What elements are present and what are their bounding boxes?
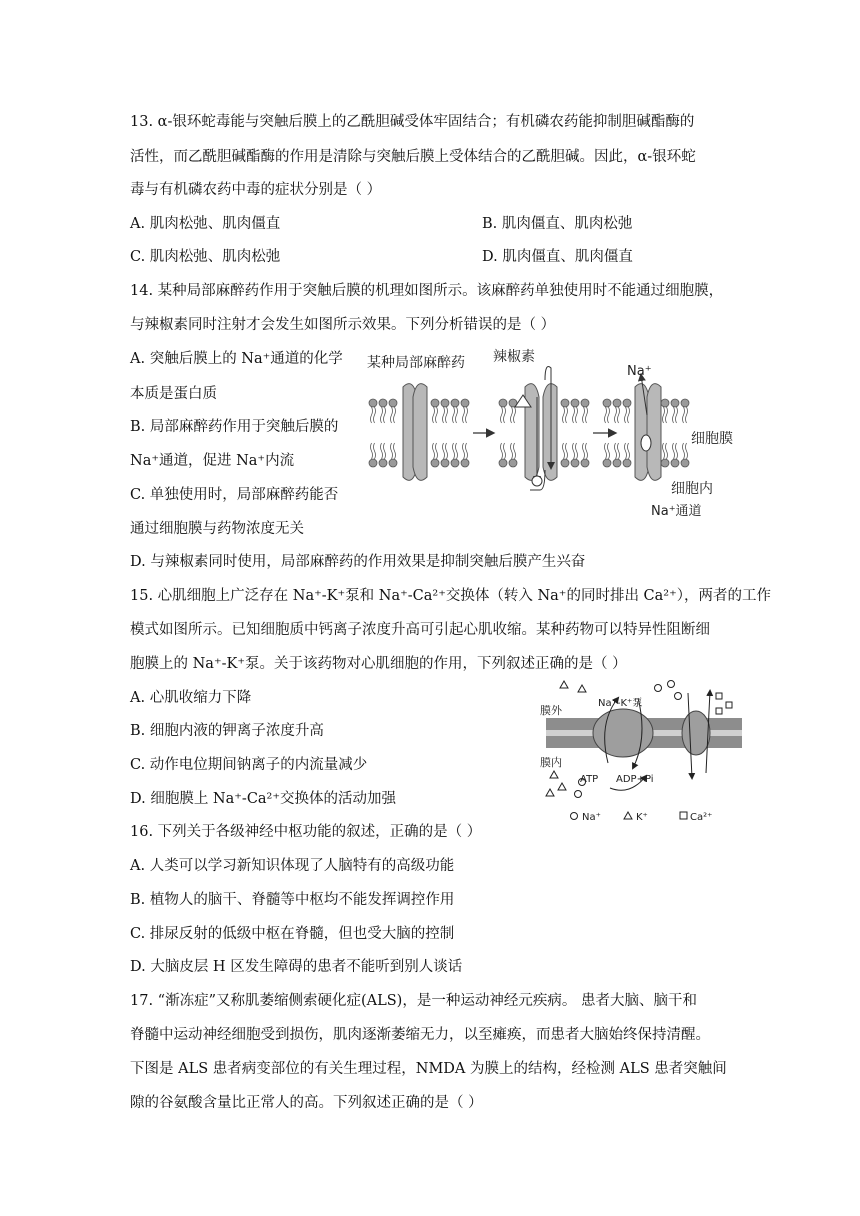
q17-line-1: 17. “渐冻症”又称肌萎缩侧索硬化症(ALS)，是一种运动神经元疾病。 患者大脑、脑干和 [130, 993, 697, 1009]
q14-option-a-line-1: A. 突触后膜上的 Na⁺通道的化学 [130, 351, 343, 367]
q14-option-c-line-2: 通过细胞膜与药物浓度无关 [130, 521, 304, 537]
q13-option-d: D. 肌肉僵直、肌肉僵直 [482, 249, 633, 265]
label-outside: 膜外 [540, 704, 562, 717]
q16-option-c: C. 排尿反射的低级中枢在脊髓，但也受大脑的控制 [130, 926, 455, 942]
membrane-panel-1 [369, 384, 469, 481]
q17-line-4: 隙的谷氨酸含量比正常人的高。下列叙述正确的是（ ） [130, 1095, 483, 1111]
q16-option-a: A. 人类可以学习新知识体现了人脑特有的高级功能 [130, 858, 455, 874]
q14-option-b-line-2: Na⁺通道，促进 Na⁺内流 [130, 453, 295, 469]
label-cell-membrane: 细胞膜 [691, 431, 733, 447]
q13-line-3: 毒与有机磷农药中毒的症状分别是（ ） [130, 182, 382, 198]
q15-option-b: B. 细胞内液的钾离子浓度升高 [130, 723, 324, 739]
legend-k-symbol [624, 812, 632, 819]
q16-option-d: D. 大脑皮层 H 区发生障碍的患者不能听到别人谈话 [130, 959, 463, 975]
na-ca-exchanger [682, 711, 710, 755]
q16-line-1: 16. 下列关于各级神经中枢功能的叙述，正确的是（ ） [130, 824, 482, 840]
membrane-panel-3 [603, 375, 689, 480]
label-na-k-pump: Na⁺-K⁺泵 [598, 698, 643, 709]
legend-k-label: K⁺ [636, 812, 648, 823]
q14-option-b-line-1: B. 局部麻醉药作用于突触后膜的 [130, 419, 339, 435]
label-adp-pi: ADP+Pi [616, 774, 654, 785]
q13-option-a: A. 肌肉松弛、肌肉僵直 [130, 216, 281, 232]
label-na-ion: Na⁺ [627, 364, 652, 379]
q17-line-2: 脊髓中运动神经细胞受到损伤，肌肉逐渐萎缩无力，以至瘫痪，而患者大脑始终保持清醒。 [130, 1027, 710, 1043]
q15-option-a: A. 心肌收缩力下降 [130, 690, 252, 706]
q13-line-2: 活性，而乙酰胆碱酯酶的作用是清除与突触后膜上受体结合的乙酰胆碱。因此，α-银环蛇 [130, 149, 696, 165]
label-local-anesthetic: 某种局部麻醉药 [367, 355, 465, 371]
legend-ca-label: Ca²⁺ [690, 812, 713, 823]
q13-line-1: 13. α-银环蛇毒能与突触后膜上的乙酰胆碱受体牢固结合；有机磷农药能抑制胆碱酯酶的 [130, 114, 695, 130]
q14-line-2: 与辣椒素同时注射才会发生如图所示效果。下列分析错误的是（ ） [130, 317, 556, 333]
legend-ca-symbol [680, 812, 687, 819]
label-atp: ATP [580, 774, 599, 785]
label-intracellular: 细胞内 [671, 481, 713, 497]
q14-option-a-line-2: 本质是蛋白质 [130, 386, 217, 402]
q15-line-3: 胞膜上的 Na⁺-K⁺泵。关于该药物对心肌细胞的作用，下列叙述正确的是（ ） [130, 656, 627, 672]
q14-option-d: D. 与辣椒素同时使用，局部麻醉药的作用效果是抑制突触后膜产生兴奋 [130, 554, 586, 570]
q15-line-1: 15. 心肌细胞上广泛存在 Na⁺-K⁺泵和 Na⁺-Ca²⁺交换体（转入 Na⁺的同时排出 Ca²⁺），两者的工作 [130, 588, 772, 604]
membrane-panel-2 [499, 367, 589, 483]
q14-option-c-line-1: C. 单独使用时，局部麻醉药能否 [130, 487, 339, 503]
q13-option-c: C. 肌肉松弛、肌肉松弛 [130, 249, 281, 265]
q15-option-c: C. 动作电位期间钠离子的内流量减少 [130, 757, 368, 773]
legend-na-symbol [571, 813, 578, 820]
na-k-pump [593, 709, 653, 757]
label-capsaicin: 辣椒素 [493, 349, 535, 365]
q14-line-1: 14. 某种局部麻醉药作用于突触后膜的机理如图所示。该麻醉药单独使用时不能通过细胞膜， [130, 283, 724, 299]
anesthetic-mechanism-figure [365, 345, 745, 525]
q13-option-b: B. 肌肉僵直、肌肉松弛 [482, 216, 633, 232]
label-na-channel: Na⁺通道 [651, 504, 702, 519]
q16-option-b: B. 植物人的脑干、脊髓等中枢均不能发挥调控作用 [130, 892, 455, 908]
q15-line-2: 模式如图所示。已知细胞质中钙离子浓度升高可引起心肌收缩。某种药物可以特异性阻断细 [130, 622, 710, 638]
legend-na-label: Na⁺ [582, 812, 601, 823]
ion-pump-figure [538, 678, 748, 828]
label-inside: 膜内 [540, 756, 562, 769]
q17-line-3: 下图是 ALS 患者病变部位的有关生理过程，NMDA 为膜上的结构，经检测 ALS 患者突触间 [130, 1061, 727, 1077]
q15-option-d: D. 细胞膜上 Na⁺-Ca²⁺交换体的活动加强 [130, 791, 397, 807]
